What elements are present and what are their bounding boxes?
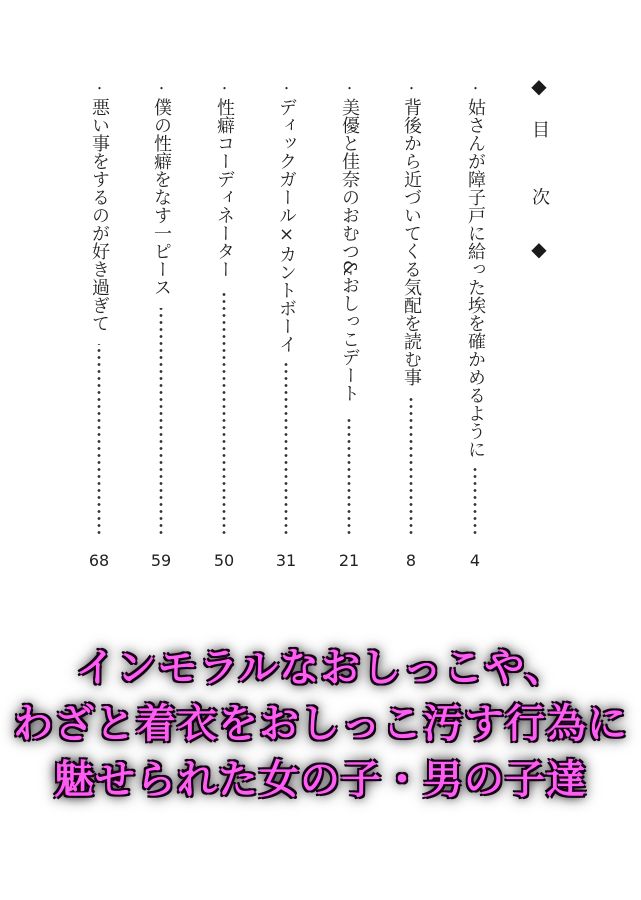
bullet-icon: ・ xyxy=(342,82,356,94)
toc-entry-page: 68 xyxy=(88,551,110,570)
promo-line: インモラルなおしっこや、 xyxy=(75,645,566,691)
toc-entry-page: 50 xyxy=(213,551,235,570)
toc-entry-label: 悪い事をするのが好き過ぎて xyxy=(89,98,110,332)
toc-entry-page: 59 xyxy=(150,551,172,570)
toc-title: 目 次 xyxy=(529,119,550,228)
toc-entry-label: ディックガール×カントボーイ xyxy=(276,98,297,353)
toc-entry-label: 性癖コーディネーター xyxy=(214,98,235,278)
dot-leader xyxy=(472,467,478,536)
dot-leader xyxy=(283,362,289,536)
toc-entry xyxy=(85,82,113,572)
bullet-icon: ・ xyxy=(154,82,168,94)
bullet-icon: ・ xyxy=(217,82,231,94)
toc-entry-label: 僕の性癖をなす一ピース xyxy=(151,98,172,296)
dot-leader xyxy=(158,308,164,536)
toc-entry-title xyxy=(147,82,175,296)
dot-leader xyxy=(96,344,102,536)
diamond-icon: ◆ xyxy=(527,74,551,98)
promo-caption xyxy=(0,640,641,808)
bullet-icon: ・ xyxy=(468,82,482,94)
bullet-icon: ・ xyxy=(92,82,106,94)
toc-entry-title xyxy=(397,82,425,386)
promo-line: わざと着衣をおしっこ汚す行為に xyxy=(13,701,628,747)
toc-entry-label: 姑さんが障子戸に給った埃を確かめるように xyxy=(465,98,486,458)
toc-entry-title xyxy=(85,82,113,332)
toc-entry-label: 背後から近づいてくる気配を読む事 xyxy=(401,98,422,386)
dot-leader xyxy=(221,290,227,536)
toc-entry-page: 8 xyxy=(405,551,417,570)
toc-entry xyxy=(272,82,300,572)
dot-leader xyxy=(408,394,414,536)
toc-entry-label: 美優と佳奈のおむつ&おしっこデート xyxy=(339,98,360,403)
toc-entry-title xyxy=(461,82,489,458)
toc-entry xyxy=(461,82,489,572)
toc-entry-page: 21 xyxy=(338,551,360,570)
dot-leader xyxy=(346,417,352,536)
toc-entry-page: 31 xyxy=(275,551,297,570)
bullet-icon: ・ xyxy=(404,82,418,94)
toc-entry-title xyxy=(210,82,238,278)
promo-line: 魅せられた女の子・男の子達 xyxy=(54,757,587,803)
toc-entry xyxy=(335,82,363,572)
toc-heading xyxy=(524,74,554,261)
toc-entry xyxy=(147,82,175,572)
toc-entry xyxy=(397,82,425,572)
diamond-icon: ◆ xyxy=(527,237,551,262)
toc-entry xyxy=(210,82,238,572)
toc-entry-title xyxy=(335,82,363,402)
toc-entry-page: 4 xyxy=(469,551,481,570)
bullet-icon: ・ xyxy=(279,82,293,94)
toc-entry-title xyxy=(272,82,300,353)
